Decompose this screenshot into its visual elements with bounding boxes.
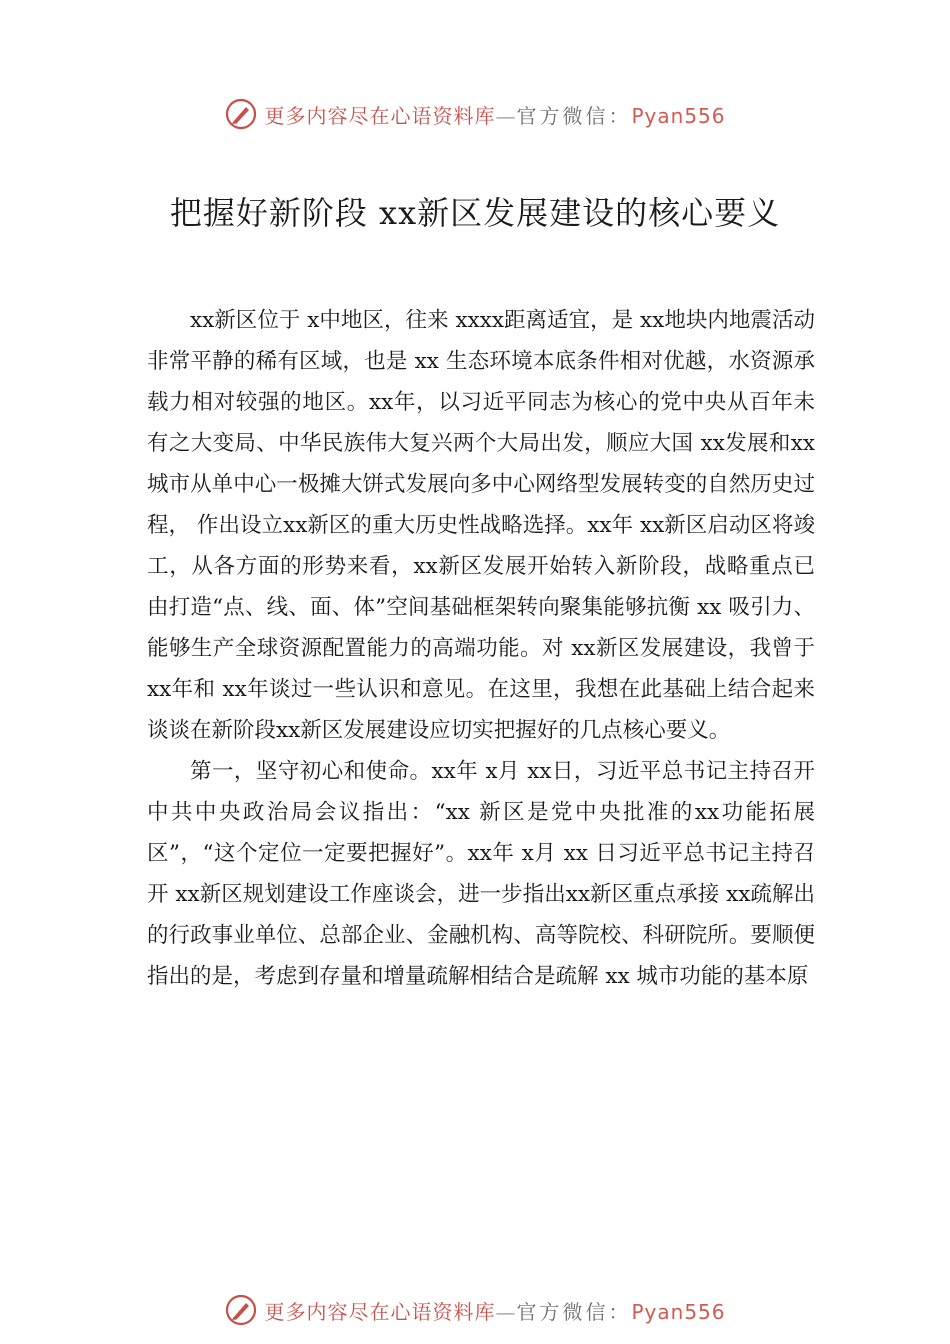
banner-text: [264, 100, 725, 129]
banner-wechat-id: Pyan556: [631, 1299, 726, 1324]
banner-official-label: 官方微信：: [516, 1299, 632, 1324]
paragraph-2: 第一，坚守初心和使命。xx年 x月 xx日，习近平总书记主持召开中共中央政治局会议指出：“xx 新区是党中央批准的xx功能拓展区”，“这个定位一定要把握好”。xx年 x月 xx 日习近平总书记主持召开 xx新区规划建设工作座谈会，进一步指出xx新区重点承接 xx疏解出的行政事业单位、总部企业、金融机构、高等院校、科研院所。要顺便指出的是，考虑到存量和增量疏解相结合是疏解 xx 城市功能的基本原: [147, 759, 815, 989]
pen-logo-icon: [224, 1293, 258, 1327]
banner-slogan: 更多内容尽在心语资料库: [264, 1299, 496, 1324]
banner-separator: —: [495, 103, 517, 128]
banner-wechat-id: Pyan556: [631, 103, 726, 128]
document-title: 把握好新阶段 xx新区发展建设的核心要义: [169, 194, 781, 232]
banner-text: [264, 1296, 725, 1325]
footer-banner: [0, 1290, 950, 1330]
document-body: [147, 300, 815, 997]
header-banner: [0, 94, 950, 134]
paragraph-1: xx新区位于 x中地区，往来 xxxx距离适宜，是 xx地块内地震活动非常平静的稀有区域，也是 xx 生态环境本底条件相对优越，水资源承载力相对较强的地区。xx年，以习近平同志为核心的党中央从百年未有之大变局、中华民族伟大复兴两个大局出发，顺应大国 xx发展和xx城市从单中心一极摊大饼式发展向多中心网络型发展转变的自然历史过程， 作出设立xx新区的重大历史性战略选择。xx年 xx新区启动区将竣工，从各方面的形势来看，xx新区发展开始转入新阶段，战略重点已由打造“点、线、面、体”空间基础框架转向聚集能够抗衡 xx 吸引力、能够生产全球资源配置能力的高端功能。对 xx新区发展建设，我曾于 xx年和 xx年谈过一些认识和意见。在这里，我想在此基础上结合起来谈谈在新阶段xx新区发展建设应切实把握好的几点核心要义。: [147, 308, 815, 743]
banner-slogan: 更多内容尽在心语资料库: [264, 103, 496, 128]
pen-logo-icon: [224, 97, 258, 131]
banner-official-label: 官方微信：: [516, 103, 632, 128]
banner-separator: —: [495, 1299, 517, 1324]
